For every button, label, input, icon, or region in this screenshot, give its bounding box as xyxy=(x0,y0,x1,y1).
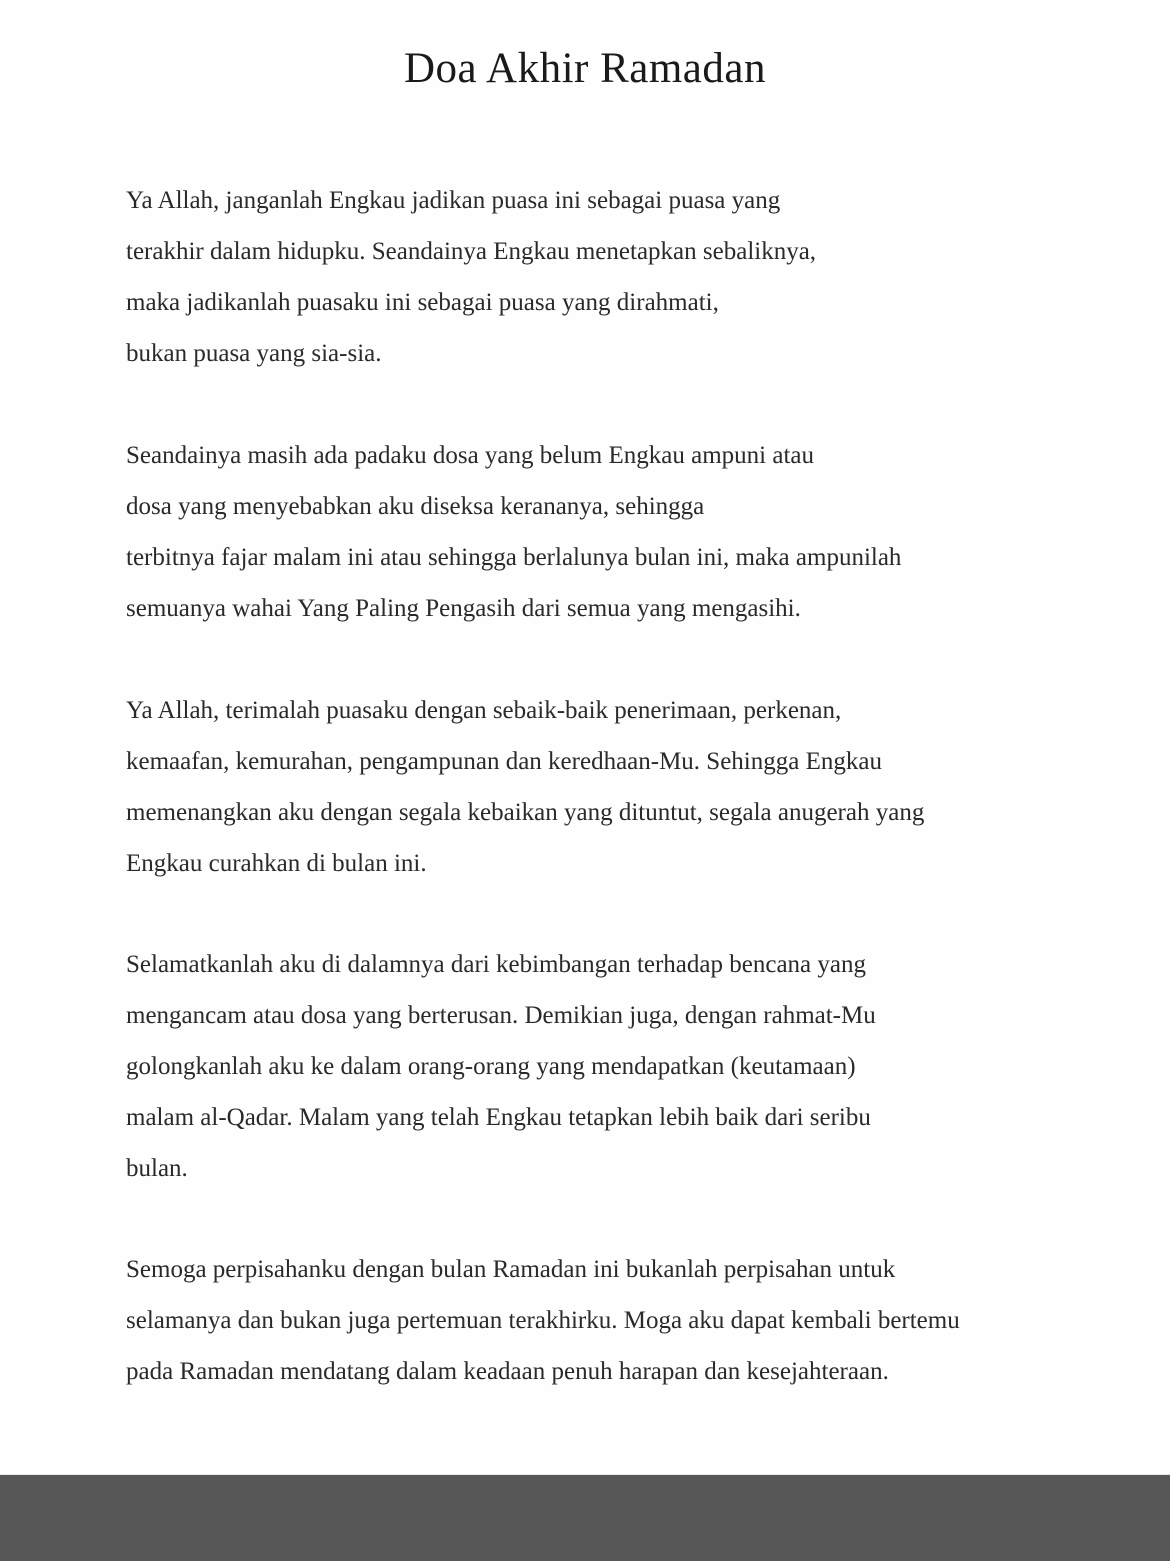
paragraph-1 xyxy=(126,180,816,384)
text-line: Ya Allah, terimalah puasaku dengan sebaik-baik penerimaan, perkenan, xyxy=(126,697,842,724)
text-line: memenangkan aku dengan segala kebaikan yang dituntut, segala anugerah yang xyxy=(126,799,925,826)
text-line: terakhir dalam hidupku. Seandainya Engkau menetapkan sebaliknya, xyxy=(126,238,817,265)
text-line: pada Ramadan mendatang dalam keadaan penuh harapan dan kesejahteraan. xyxy=(126,1358,889,1385)
text-line: maka jadikanlah puasaku ini sebagai puasa yang dirahmati, xyxy=(126,289,719,316)
text-line: terbitnya fajar malam ini atau sehingga berlalunya bulan ini, maka ampunilah xyxy=(126,544,902,571)
text-line: Selamatkanlah aku di dalamnya dari kebimbangan terhadap bencana yang xyxy=(126,951,866,978)
paragraph-4 xyxy=(126,944,876,1199)
paragraph-5 xyxy=(126,1249,960,1402)
text-line: Engkau curahkan di bulan ini. xyxy=(126,850,427,877)
text-line: Ya Allah, janganlah Engkau jadikan puasa ini sebagai puasa yang xyxy=(126,187,781,214)
text-line: mengancam atau dosa yang berterusan. Demikian juga, dengan rahmat-Mu xyxy=(126,1002,876,1029)
bottom-bar xyxy=(0,1474,1170,1561)
paragraph-2 xyxy=(126,435,901,639)
text-line: kemaafan, kemurahan, pengampunan dan keredhaan-Mu. Sehingga Engkau xyxy=(126,748,882,775)
text-line: selamanya dan bukan juga pertemuan terakhirku. Moga aku dapat kembali bertemu xyxy=(126,1307,960,1334)
paragraph-3 xyxy=(126,690,924,894)
text-line: dosa yang menyebabkan aku diseksa kerananya, sehingga xyxy=(126,493,705,520)
text-line: semuanya wahai Yang Paling Pengasih dari semua yang mengasihi. xyxy=(126,595,801,622)
document-title: Doa Akhir Ramadan xyxy=(404,45,766,92)
text-line: bukan puasa yang sia-sia. xyxy=(126,340,382,367)
text-line: Seandainya masih ada padaku dosa yang belum Engkau ampuni atau xyxy=(126,442,814,469)
text-line: malam al-Qadar. Malam yang telah Engkau tetapkan lebih baik dari seribu xyxy=(126,1104,871,1131)
text-line: bulan. xyxy=(126,1155,188,1182)
text-line: Semoga perpisahanku dengan bulan Ramadan ini bukanlah perpisahan untuk xyxy=(126,1256,896,1283)
text-line: golongkanlah aku ke dalam orang-orang yang mendapatkan (keutamaan) xyxy=(126,1053,856,1080)
